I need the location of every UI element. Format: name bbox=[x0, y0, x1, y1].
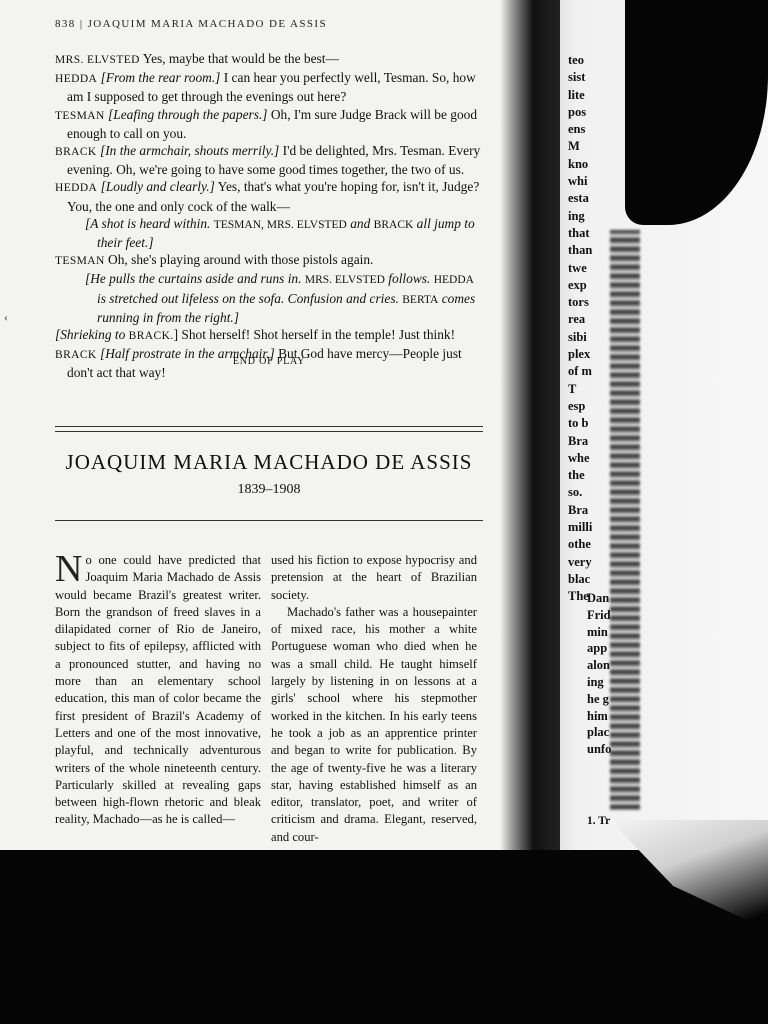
right-fragment-line: pos bbox=[568, 104, 587, 119]
right-fragment-line: tors bbox=[568, 295, 589, 310]
drop-cap: N bbox=[55, 548, 83, 590]
play-text bbox=[55, 50, 483, 382]
right-page-fragments-lower bbox=[587, 590, 611, 758]
right-page-blur bbox=[610, 230, 640, 810]
play-line: HEDDA [Loudly and clearly.] Yes, that's what you're hoping for, isn't it, Judge? You, the one and only cock of the walk— bbox=[55, 179, 480, 214]
stage-direction: [A shot is heard within. TESMAN, MRS. ELVSTED and BRACK all jump to their feet.] bbox=[85, 215, 475, 251]
right-fragment-line: plac bbox=[587, 725, 610, 740]
play-line: [Shrieking to BRACK.] Shot herself! Shot herself in the temple! Just think! bbox=[55, 327, 456, 343]
stage-direction: [He pulls the curtains aside and runs in. MRS. ELVSTED follows. HEDDA is stretched out lifeless on the sofa. Confusion and cries. BERTA comes running in from the right.] bbox=[85, 271, 476, 325]
right-fragment-line: milli bbox=[568, 520, 593, 535]
right-fragment-line: ens bbox=[568, 122, 586, 137]
double-rule bbox=[55, 426, 483, 432]
right-fragment-line: teo bbox=[568, 53, 584, 67]
right-fragment-line: twe bbox=[568, 260, 587, 275]
right-fragment-line: ing bbox=[568, 208, 585, 223]
right-fragment-line: Bra bbox=[568, 502, 589, 517]
right-fragment-line: whe bbox=[568, 450, 590, 465]
column-left bbox=[55, 548, 261, 829]
right-fragment-line: exp bbox=[568, 277, 587, 292]
right-fragment-line: of m bbox=[568, 364, 592, 379]
margin-mark: ‹ bbox=[4, 310, 8, 324]
right-fragment-line: The bbox=[568, 589, 589, 604]
end-of-play: END OF PLAY bbox=[232, 356, 306, 367]
right-fragment-line: Bra bbox=[568, 433, 589, 448]
play-line: TESMAN [Leafing through the papers.] Oh, I'm sure Judge Brack will be good enough to call on you. bbox=[55, 106, 478, 141]
right-fragment-line: him bbox=[587, 708, 608, 723]
play-line: HEDDA [From the rear room.] I can hear you perfectly well, Tesman. So, how am I supposed to get through the evenings out here? bbox=[55, 70, 476, 105]
right-fragment-line: sibi bbox=[568, 329, 587, 344]
single-rule bbox=[55, 520, 483, 521]
right-fragment-line: T bbox=[568, 381, 577, 396]
right-fragment-line: very bbox=[568, 554, 592, 569]
paragraph: o one could have predicted that Joaquim Maria Machado de Assis would became Brazil's greatest writer. Born the grandson of freed slaves in a dilapidated corner of Rio de Janeiro, subject to fits of epilepsy, afflicted with a pronounced stutter, and having no more than an elementary school education, this man of color became the first president of Brazil's Academy of Letters and one of the most innovative, playful, and technically adventurous writers of the whole nineteenth century. Particularly skilled at revealing gaps between high-flown rhetoric and bleak reality, Machado—as he is called— bbox=[55, 553, 261, 827]
right-fragment-line: lite bbox=[568, 87, 585, 102]
play-line: MRS. ELVSTED Yes, maybe that would be the best— bbox=[55, 51, 339, 66]
right-fragment-line: that bbox=[568, 225, 590, 240]
section-title: JOAQUIM MARIA MACHADO DE ASSIS bbox=[65, 450, 473, 474]
paragraph: Machado's father was a housepainter of mixed race, his mother a white Portuguese woman who died when he was a small child. He taught himself largely by listening in on lessons at a girls' school where his stepmother worked in the kitchen. In his early teens he took a job as an apprentice printer and began to write for publication. By the age of twenty-five he was a literary star, having established himself as an editor, translator, poet, and writer of criticism and drama. Elegant, reserved, and cour- bbox=[271, 604, 477, 844]
right-fragment-line: min bbox=[587, 624, 608, 639]
column-right bbox=[271, 552, 477, 846]
right-fragment-line: app bbox=[587, 641, 608, 656]
right-fragment-line: M bbox=[568, 139, 580, 154]
right-fragment-line: rea bbox=[568, 312, 586, 327]
running-head: 838 | JOAQUIM MARIA MACHADO DE ASSIS bbox=[55, 18, 328, 30]
right-fragment-line: he g bbox=[587, 691, 609, 706]
play-line: BRACK [Half prostrate in the armchair.] But God have mercy—People just don't act that way! bbox=[55, 346, 462, 381]
right-fragment-line: whi bbox=[568, 174, 588, 189]
right-fragment-line: kno bbox=[568, 156, 589, 171]
paragraph: used his fiction to expose hypocrisy and pretension at the heart of Brazilian society. bbox=[271, 553, 477, 602]
right-fragment-line: so. bbox=[568, 485, 583, 500]
right-fragment-line: alon bbox=[587, 658, 610, 673]
right-page-fragments bbox=[568, 52, 592, 606]
right-fragment-line: blac bbox=[568, 571, 591, 586]
right-fragment-line: the bbox=[568, 468, 585, 483]
play-line: TESMAN Oh, she's playing around with those pistols again. bbox=[55, 252, 374, 268]
right-fragment-line: esp bbox=[568, 398, 586, 413]
right-fragment-line: plex bbox=[568, 347, 591, 362]
right-fragment-line: to b bbox=[568, 416, 589, 431]
dark-background bbox=[0, 850, 768, 1024]
play-line: BRACK [In the armchair, shouts merrily.] I'd be delighted, Mrs. Tesman. Every evening. Oh, we're going to have some good times together, the two of us. bbox=[55, 143, 481, 178]
right-fragment-line: esta bbox=[568, 191, 589, 206]
right-fragment-line: unfo bbox=[587, 742, 612, 757]
right-fragment-line: sist bbox=[568, 70, 586, 85]
right-fragment-line: Frid bbox=[587, 607, 611, 622]
book-gutter bbox=[500, 0, 560, 850]
right-fragment-line: ing bbox=[587, 674, 604, 689]
section-years: 1839–1908 bbox=[237, 482, 301, 497]
right-fragment-line: othe bbox=[568, 537, 591, 552]
right-footnote: 1. Tr bbox=[587, 815, 611, 827]
right-fragment-line: than bbox=[568, 243, 593, 258]
right-fragment-line: Dan bbox=[587, 591, 610, 605]
